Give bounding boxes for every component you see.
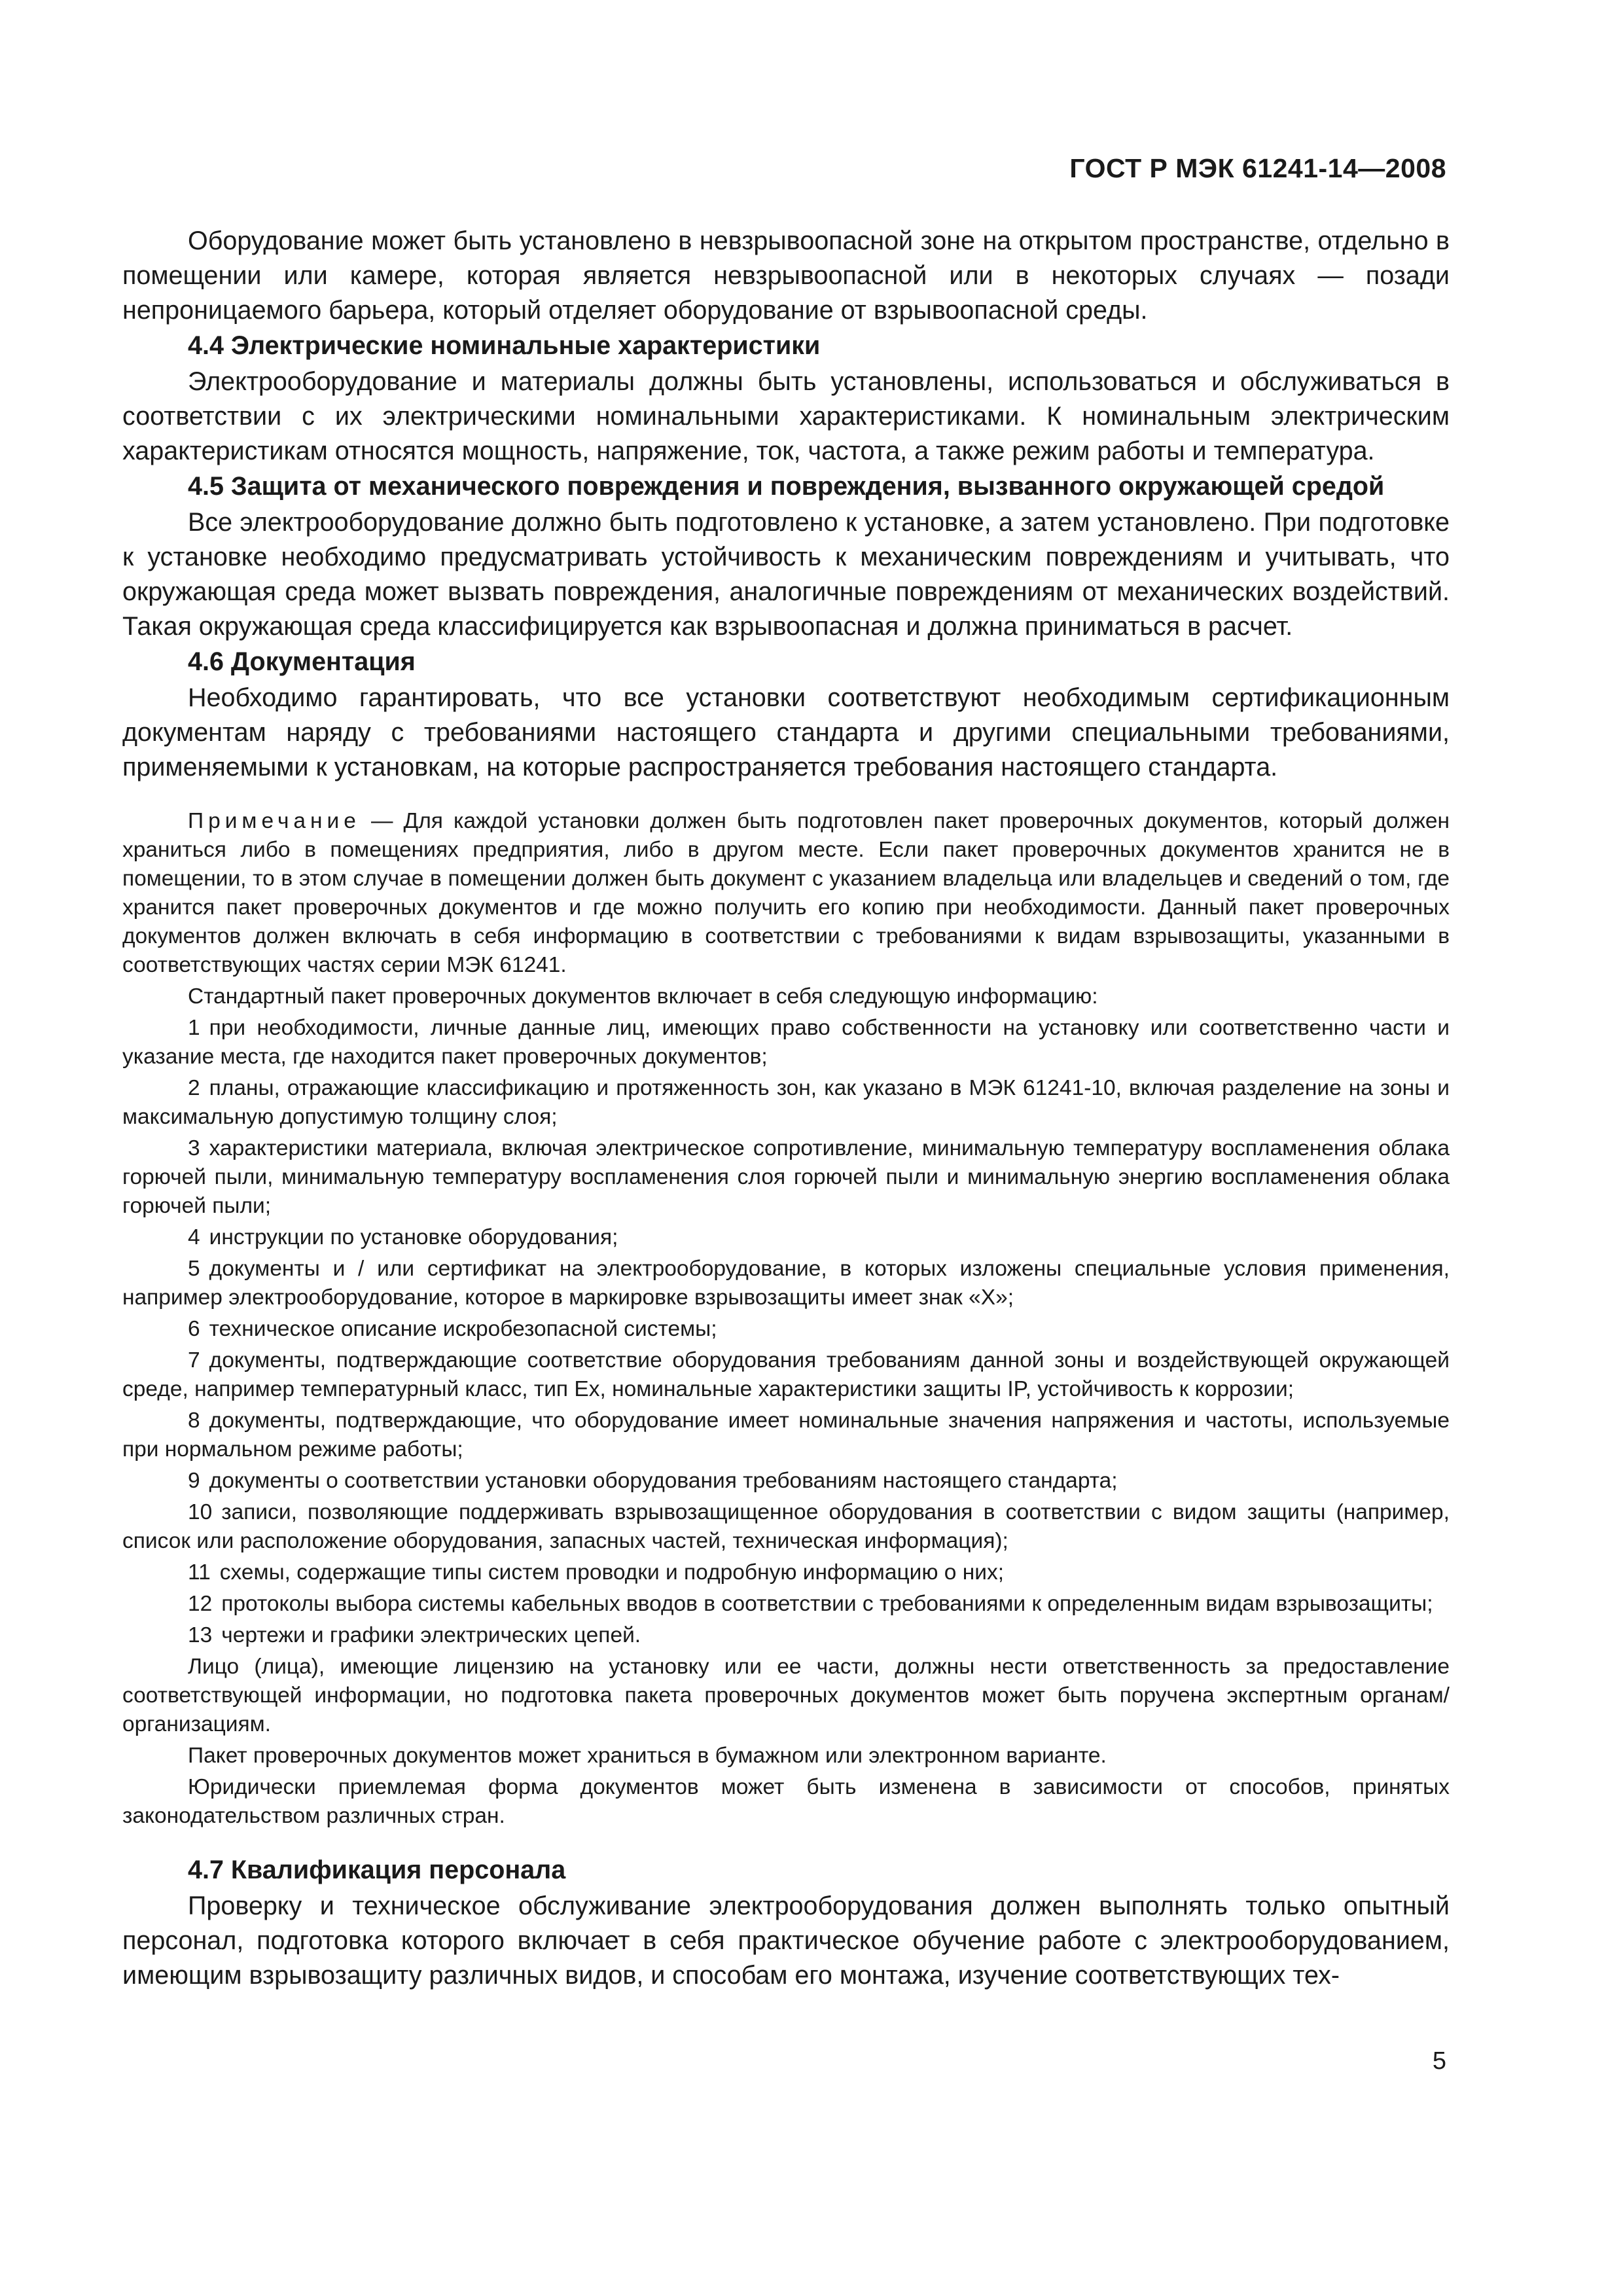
page-number: 5 [1432,2047,1446,2075]
section-4-4-paragraph: Электрооборудование и материалы должны быть установлены, использоваться и обслуживаться в соответствии с их электрическими номинальными характеристиками. К номинальным электрическим характеристикам относятся мощность, напряжение, ток, частота, а также режим работы и температура. [122,367,1450,465]
list-item: 9 документы о соответствии установки оборудования требованиям настоящего стандарта; [188,1469,1118,1493]
main-text-upper [122,224,1450,785]
section-4-6-heading: 4.6 Документация [188,647,416,676]
document-code-header: ГОСТ Р МЭК 61241-14—2008 [1069,153,1446,183]
section-4-5-paragraph: Все электрооборудование должно быть подготовлено к установке, а затем установлено. При подготовке к установке необходимо предусматривать устойчивость к механическим повреждениям и учитывать, что окружающая среда может вызвать повреждения, аналогичные повреждениям от механических воздействий. Такая окружающая среда классифицируется как взрывоопасная и должна приниматься в расчет. [122,508,1450,641]
list-item: 2 планы, отражающие классификацию и протяженность зон, как указано в МЭК 61241-10, включая разделение на зоны и максимальную допустимую толщину слоя; [122,1076,1450,1129]
list-item: 12 протоколы выбора системы кабельных вводов в соответствии с требованиями к определенным видам взрывозащиты; [188,1592,1433,1616]
documents-list [122,1014,1450,1650]
section-4-7-paragraph: Проверку и техническое обслуживание электрооборудования должен выполнять только опытный персонал, подготовка которого включает в себя практическое обучение работе с электрооборудованием, имеющим взрывозащиту различных видов, и способам его монтажа, изучение соответствующих тех- [122,1892,1450,1990]
note-label: Примечание [188,809,361,833]
main-text-lower [122,1853,1450,1993]
storage-paragraph: Пакет проверочных документов может храниться в бумажном или электронном варианте. [188,1744,1107,1768]
list-item: 7 документы, подтверждающие соответствие оборудования требованиям данной зоны и воздействующей окружающей среде, например температурный класс, тип Ex, номинальные характеристики защиты IP, устойчивость к коррозии; [122,1348,1450,1401]
list-item: 13 чертежи и графики электрических цепей. [188,1623,641,1647]
note-text: — Для каждой установки должен быть подготовлен пакет проверочных документов, который должен храниться либо в помещениях предприятия, либо в другом месте. Если пакет проверочных документов хранится не в помещении, то в этом случае в помещении должен быть документ с указанием владельца или владельцев и сведений о том, где хранится пакет проверочных документов и где можно получить его копию при необходимости. Данный пакет проверочных документов должен включать в себя информацию в соответствии с требованиями к видам взрывозащиты, указанными в соответствующих частях серии МЭК 61241. [122,809,1450,977]
list-item: 6 техническое описание искробезопасной системы; [188,1317,717,1341]
list-item: 5 документы и / или сертификат на электрооборудование, в которых изложены специальные условия применения, например электрооборудование, которое в маркировке взрывозащиты имеет знак «Х»; [122,1257,1450,1310]
section-4-7-heading: 4.7 Квалификация персонала [188,1856,566,1884]
list-item: 3 характеристики материала, включая электрическое сопротивление, минимальную температуру воспламенения облака горючей пыли, минимальную температуру воспламенения слоя горючей пыли и минимальную энергию воспламенения облака горючей пыли; [122,1136,1450,1218]
intro-paragraph: Оборудование может быть установлено в невзрывоопасной зоне на открытом пространстве, отдельно в помещении или камере, которая является невзрывоопасной или в некоторых случаях — позади непроницаемого барьера, который отделяет оборудование от взрывоопасной среды. [122,226,1450,325]
note-paragraph [122,807,1450,980]
section-4-4-heading: 4.4 Электрические номинальные характеристики [188,331,821,360]
list-item: 10 записи, позволяющие поддерживать взрывозащищенное оборудования в соответствии с видом защиты (например, список или расположение оборудования, запасных частей, техническая информация); [122,1500,1450,1553]
legal-form-paragraph: Юридически приемлемая форма документов может быть изменена в зависимости от способов, принятых законодательством различных стран. [122,1775,1450,1828]
list-item: 1 при необходимости, личные данные лиц, имеющих право собственности на установку или соответственно части и указание места, где находится пакет проверочных документов; [122,1016,1450,1069]
page-content [122,224,1450,1993]
responsibility-paragraph: Лицо (лица), имеющие лицензию на установку или ее части, должны нести ответственность за предоставление соответствующей информации, но подготовка пакета проверочных документов может быть поручена экспертным органам/организациям. [122,1655,1450,1736]
section-4-6-paragraph: Необходимо гарантировать, что все установки соответствуют необходимым сертификационным документам наряду с требованиями настоящего стандарта и другими специальными требованиями, применяемыми к установкам, на которые распространяется требования настоящего стандарта. [122,683,1450,781]
section-4-5-heading: 4.5 Защита от механического повреждения и повреждения, вызванного окружающей средой [188,472,1385,501]
list-intro: Стандартный пакет проверочных документов включает в себя следующую информацию: [188,984,1098,1009]
note-block [122,807,1450,1831]
list-item: 8 документы, подтверждающие, что оборудование имеет номинальные значения напряжения и частоты, используемые при нормальном режиме работы; [122,1408,1450,1462]
list-item: 11 схемы, содержащие типы систем проводки и подробную информацию о них; [188,1560,1004,1585]
list-item: 4 инструкции по установке оборудования; [188,1225,618,1249]
